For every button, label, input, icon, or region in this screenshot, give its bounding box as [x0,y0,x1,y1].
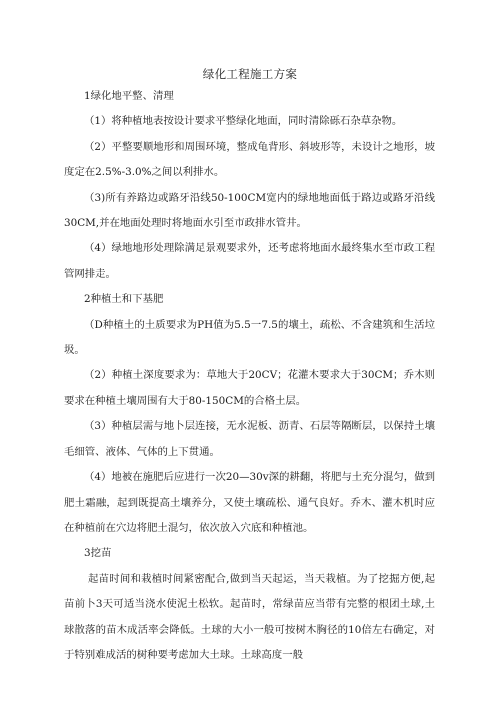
paragraph: （4）绿地地形处理除满足景观要求外，还考虑将地面水最终集水至市政工程管网排走。 [64,242,435,280]
paragraph: （D种植土的土质要求为PH值为5.5一7.5的壤土，疏松、不含建筑和生活垃圾。 [64,318,435,357]
section-heading: 1绿化地平整、清理 [84,90,174,102]
document-title: 绿化工程施工方案 [202,67,298,81]
paragraph: （4）地被在施肥后应进行一次20—30v深的耕翻，将肥与土充分混匀，做到肥土霜融，起到既提高土壤养分，又使土壤疏松、通气良好。乔木、灌木机时应在种植前在穴边将肥土混匀，依次放入穴底和种植池。 [64,471,435,534]
paragraph: （3）种植层需与地卜层连接，无水泥板、沥青、石层等隔断层，以保持土壤毛细管、液体、气体的上下贯通。 [64,420,435,458]
paragraph: （3)所有养路边或路牙沿线50-100CM宽内的绿地地面低于路边或路牙沿线30CM,并在地面处理时将地面水引至市政排水管井。 [64,191,435,230]
paragraph: （1）将种植地表按设计要求平整绿化地面，同时清除砾石杂草杂物。 [84,115,403,128]
section-heading: 2种植土和下基肥 [84,293,164,306]
paragraph: （2）平整要顺地形和周围环境，整成龟背形、斜坡形等，未设计之地形，坡度定在2.5%-3.0%之间以利排水。 [64,140,435,179]
document-body [64,84,435,668]
paragraph: （2）种植土深度要求为：草地大于20CV；花灌木要求大于30CM；乔木则要求在种植土壤周围有大于80-150CM的合格土层。 [64,369,435,407]
section-heading: 3挖苗 [84,547,112,560]
paragraph: 起苗时间和栽植时间紧密配合,做到当天起运，当天栽植。为了挖掘方便,起苗前卜3天可适当浇水使泥土松软。起苗时，常绿苗应当带有完整的根团土球,土球散落的苗木成活率会降低。土球的大小一般可按树木胸径的10倍左右确定，对于特别难成活的树种要考虑加大土球。土球高度一般 [64,572,435,661]
